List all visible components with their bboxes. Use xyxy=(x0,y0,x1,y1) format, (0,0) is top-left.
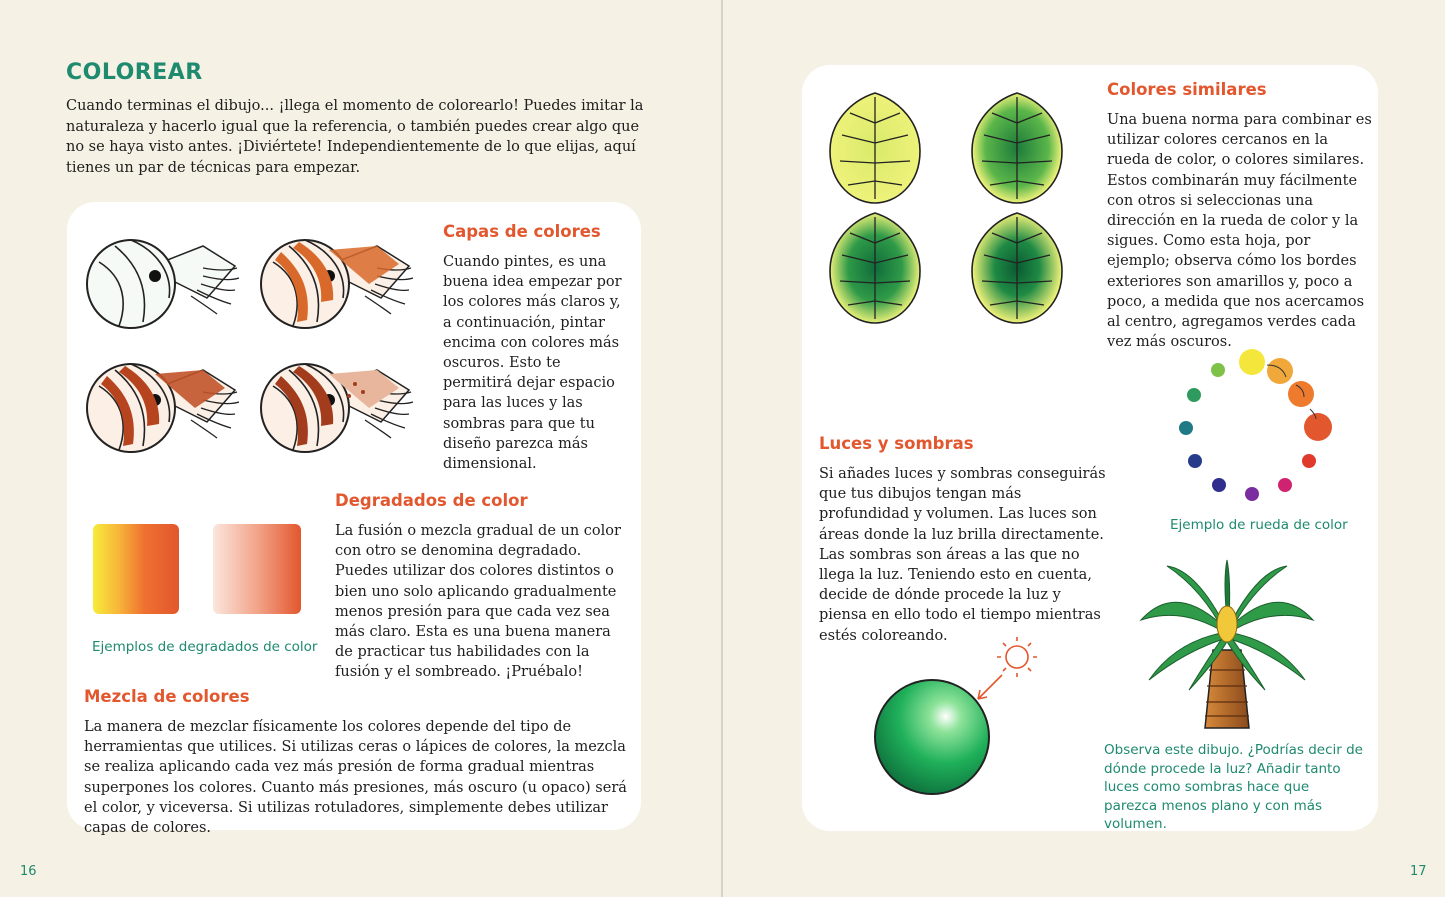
light-heading: Luces y sombras xyxy=(819,434,974,453)
page-number-left: 16 xyxy=(20,864,37,879)
similar-heading: Colores similares xyxy=(1107,80,1267,99)
gradients-heading: Degradados de color xyxy=(335,491,528,510)
similar-text: Una buena norma para combinar es utilizar colores cercanos en la rueda de color, o colores similares. Estos combinarán muy fácilmente con otros si seleccionas una dirección en la rueda de color y la sigues. Como esta hoja, por ejemplo; observa cómo los bordes exteriores son amarillos y, poco a poco, a medida que nos acercamos al centro, agregamos verdes cada vez más oscuros. xyxy=(1107,112,1372,351)
nautilus-illustration xyxy=(85,228,405,468)
gradients-caption: Ejemplos de degradados de color xyxy=(92,639,318,655)
techniques-card xyxy=(67,202,641,837)
sphere-illustration xyxy=(872,641,1052,791)
page-title: COLOREAR xyxy=(66,60,203,85)
palm-tree-illustration xyxy=(1137,560,1317,740)
sun-icon xyxy=(978,637,1037,699)
wheel-caption: Ejemplo de rueda de color xyxy=(1170,517,1348,533)
color-theory-card xyxy=(802,65,1378,831)
gradients-text: La fusión o mezcla gradual de un color con otro se denomina degradado. Puedes utilizar dos colores distintos o bien uno solo aplicando gradualmente menos presión para que cada vez sea más claro. Esta es una buena manera de practicar tus habilidades con la fusión y el sombreado. ¡Pruébalo! xyxy=(335,523,621,681)
page-number-right: 17 xyxy=(1410,864,1427,879)
palm-caption: Observa este dibujo. ¿Podrías decir de dónde procede la luz? Añadir tanto luces como sombras hace que parezca menos plano y con más volumen. xyxy=(1104,742,1363,832)
mixing-text: La manera de mezclar físicamente los colores depende del tipo de herramientas que utilices. Si utilizas ceras o lápices de colores, la mezcla se realiza aplicando cada vez más presión de forma gradual mientras superpones los colores. Cuanto más presiones, más oscuro (u opaco) será el color, y viceversa. Si utilizas rotuladores, simplemente debes utilizar capas de colores. xyxy=(84,719,627,837)
layers-heading: Capas de colores xyxy=(443,222,601,241)
layers-text: Cuando pintes, es una buena idea empezar por los colores más claros y, a continuación, pintar encima con colores más oscuros. Esto te permitirá dejar espacio para las luces y las sombras para que tu diseño parezca más dimensional. xyxy=(443,254,622,473)
mixing-heading: Mezcla de colores xyxy=(84,687,250,706)
gradient-examples xyxy=(93,524,313,624)
monstera-leaf-illustration xyxy=(826,91,1066,331)
light-text: Si añades luces y sombras conseguirás que tus dibujos tengan más profundidad y volumen. Las luces son áreas donde la luz brilla directamente. Las sombras son áreas a las que no llega la luz. Teniendo esto en cuenta, decide de dónde procede la luz y piensa en ello todo el tiempo mientras estés coloreando. xyxy=(819,466,1106,644)
intro-paragraph: Cuando terminas el dibujo... ¡llega el momento de colorearlo! Puedes imitar la naturaleza y hacerlo igual que la referencia, o también puedes crear algo que no se haya visto antes. ¡Diviértete! Independientemente de lo que elijas, aquí tienes un par de técnicas para empezar. xyxy=(66,98,644,176)
color-wheel xyxy=(1170,345,1340,515)
